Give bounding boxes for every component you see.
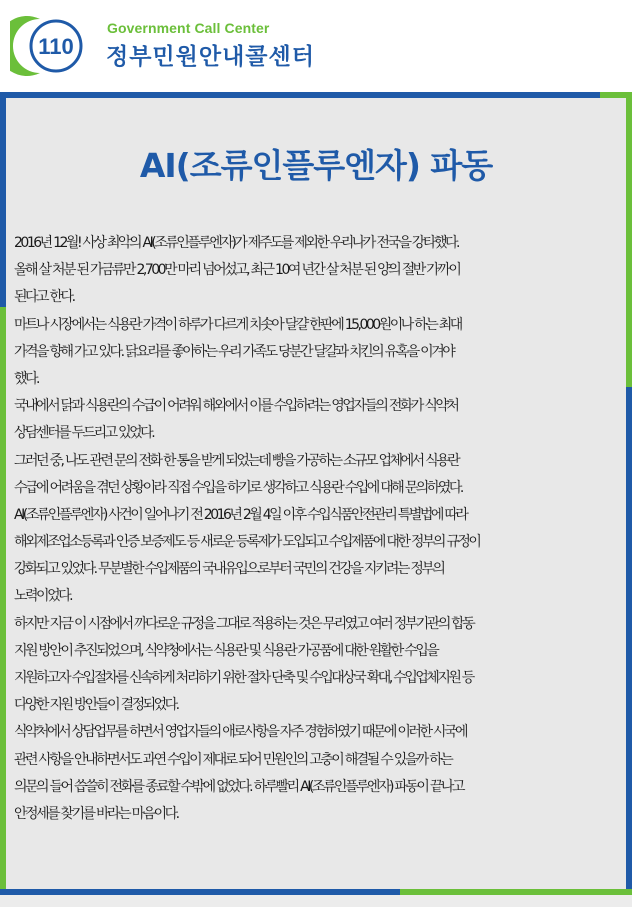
article-line: 2016년 12월! 사상 최악의 AI(조류인플루엔자)가 제주도를 제외한 우리나가 전국을 강타했다. [14,235,458,251]
frame-right-green-bar [626,92,632,387]
article-line: 올해 살 처분 된 가금류만 2,700만 마리 넘어섰고, 최근 10여 년간 살 처분 된 양의 절반 가까이 [14,262,460,279]
article-line: 안정세를 찾기를 바라는 마음이다. [14,805,178,822]
article-line: 해외제조업소등록과 인증 보증제도 등 새로운 등록제가 도입되고 수입제품에 대한 정부의 규정이 [14,534,480,551]
article-line: 지원하고자 수입절차를 신속하게 처리하기 위한 절차 단축 및 수입대상국 확대, 수입업체지원 등 [14,670,473,686]
article-line: 식약처에서 상담업무를 하면서 영업자들의 애로사항을 자주 경험하였기 때문에 이러한 시국에 [14,724,466,741]
header-title-english: Government Call Center [107,20,270,36]
article-body [14,230,620,828]
article-line: 노력이었다. [14,588,72,605]
article-line: 다양한 지원 방안들이 결정되었다. [14,697,178,714]
article-line: 하지만 지금 이 시점에서 까다로운 규정을 그대로 적용하는 것은 무리였고 여러 정부기관의 합동 [14,615,474,632]
article-line: 수급에 어려움을 겪던 상황이라 직접 수입을 하기로 생각하고 식용란 수입에 대해 문의하였다. [14,479,462,496]
frame-right-blue-bar [626,387,632,895]
article-title: AI(조류인플루엔자) 파동 [139,146,493,185]
article-line: 의문의 들어 씁쓸히 전화를 종료할 수밖에 없었다. 하루빨리 AI(조류인플루엔자) 파동이 끝나고 [14,778,463,795]
logo-number: 110 [38,34,74,59]
article-line: 상담센터를 두드리고 있었다. [14,425,154,442]
article-line: 강화되고 있었다. 무분별한 수입제품의 국내유입으로부터 국민의 건강을 지키려는 정부의 [14,561,444,578]
footer-strip [0,895,632,907]
article-line: 관련 사항을 안내하면서도 과연 수입이 제대로 되어 민원인의 고충이 해결될 수 있을까 하는 [14,751,452,768]
header-title-korean: 정부민원안내콜센터 [106,44,315,70]
frame-top-blue-bar [0,92,600,98]
article-line: 가격을 향해 가고 있다. 닭요리를 좋아하는 우리 가족도 당분간 달걀과 치킨의 유혹을 이겨야 [14,343,454,360]
site-header [0,0,632,92]
110-logo [10,15,98,77]
article-line: 그러던 중, 나도 관련 문의 전화 한 통을 받게 되었는데 빵을 가공하는 소규모 업체에서 식용란 [14,452,459,469]
article-line: 된다고 한다. [14,289,74,306]
frame-left-green-bar [0,307,6,895]
article-line: AI(조류인플루엔자) 사건이 일어나기 전 2016년 2월 4일 이후 수입식품안전관리 특별법에 따라 [14,506,467,523]
article-line: 마트나 시장에서는 식용란 가격이 하루가 다르게 치솟아 달걀 한판에 15,000원이나 하는 최대 [14,316,461,333]
article-line: 했다. [14,370,38,387]
frame-left-blue-bar [0,92,6,307]
article-line: 국내에서 닭과 식용란의 수급이 어려워 해외에서 이를 수입하려는 영업자들의 전화가 식약처 [14,398,458,415]
article-line: 지원 방안이 추진되었으며, 식약청에서는 식용란 및 식용란 가공품에 대한 원활한 수입을 [14,642,438,659]
